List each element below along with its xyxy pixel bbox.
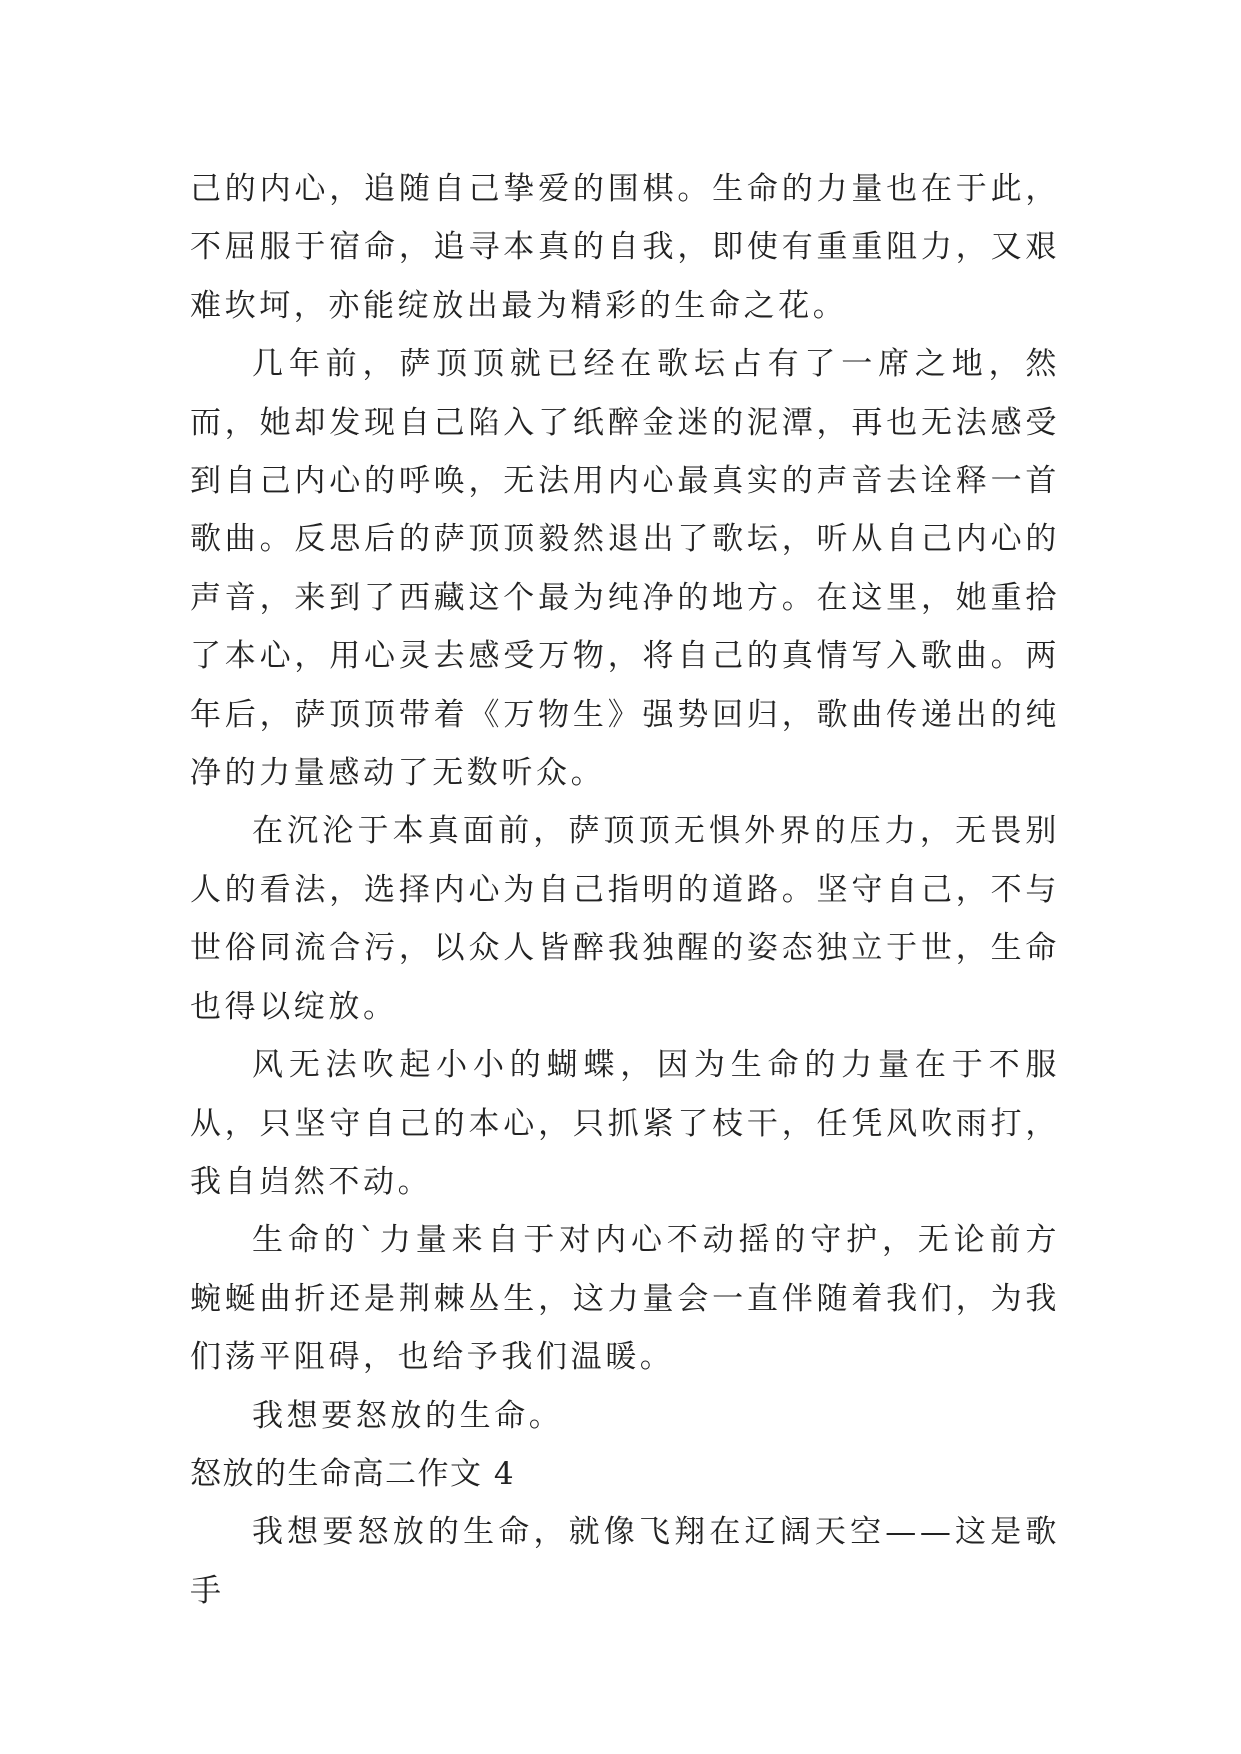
- document-body: [190, 160, 1060, 1620]
- paragraph: 我想要怒放的生命。: [252, 1397, 564, 1434]
- paragraph: 生命的`力量来自于对内心不动摇的守护，无论前方蜿蜒曲折还是荆棘丛生，这力量会一直伴随着我们，为我们荡平阻碍，也给予我们温暖。: [190, 1222, 1060, 1376]
- paragraph: 风无法吹起小小的蝴蝶，因为生命的力量在于不服从，只坚守自己的本心，只抓紧了枝干，任凭风吹雨打，我自岿然不动。: [190, 1047, 1060, 1200]
- paragraph-continued: 己的内心，追随自己挚爱的围棋。生命的力量也在于此，不屈服于宿命，追寻本真的自我，即使有重重阻力，又艰难坎坷，亦能绽放出最为精彩的生命之花。: [190, 171, 1060, 324]
- section-heading: 怒放的生命高二作文 4: [190, 1455, 516, 1492]
- paragraph: 在沉沦于本真面前，萨顶顶无惧外界的压力，无畏别人的看法，选择内心为自己指明的道路。坚守自己，不与世俗同流合污，以众人皆醉我独醒的姿态独立于世，生命也得以绽放。: [190, 813, 1060, 1025]
- paragraph: 我想要怒放的生命，就像飞翔在辽阔天空——这是歌手: [190, 1514, 1060, 1609]
- paragraph: 几年前，萨顶顶就已经在歌坛占有了一席之地，然而，她却发现自己陷入了纸醉金迷的泥潭，再也无法感受到自己内心的呼唤，无法用内心最真实的声音去诠释一首歌曲。反思后的萨顶顶毅然退出了歌坛，听从自己内心的声音，来到了西藏这个最为纯净的地方。在这里，她重拾了本心，用心灵去感受万物，将自己的真情写入歌曲。两年后，萨顶顶带着《万物生》强势回归，歌曲传递出的纯净的力量感动了无数听众。: [190, 346, 1060, 792]
